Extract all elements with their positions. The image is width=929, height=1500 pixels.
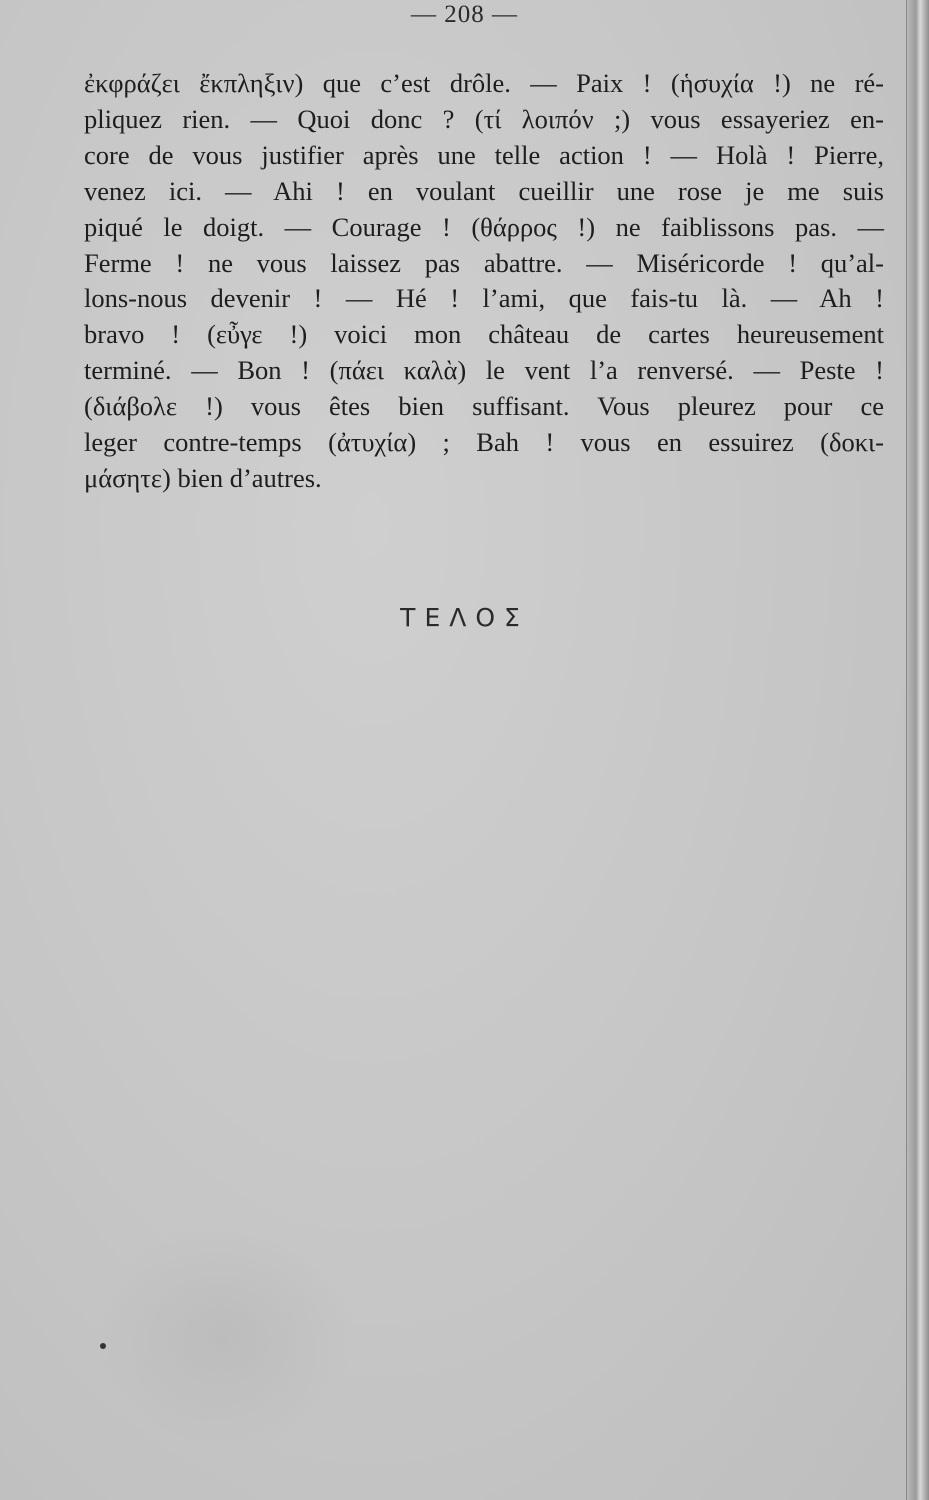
book-spine-edge: [906, 0, 929, 1500]
text-line: (διάβολε !) vous êtes bien suffisant. Vous pleurez pour ce: [84, 391, 884, 422]
body-text: [84, 66, 884, 497]
page-number: — 208 —: [411, 1, 518, 28]
text-line: μάσητε) bien d’autres.: [84, 462, 322, 493]
text-line: core de vous justifier après une telle action ! — Holà ! Pierre,: [84, 139, 884, 170]
text-line: bravo ! (εὖγε !) voici mon château de cartes heureusement: [84, 319, 884, 350]
ink-speck: [100, 1343, 106, 1349]
text-line: pliquez rien. — Quoi donc ? (τί λοιπόν ;) vous essayeriez en-: [84, 103, 884, 134]
paper-stain: [95, 1220, 355, 1450]
text-line: lons-nous devenir ! — Hé ! l’ami, que fais-tu là. — Ah !: [84, 283, 884, 314]
text-line: leger contre-temps (ἀτυχία) ; Bah ! vous en essuirez (δοκι-: [84, 427, 884, 458]
text-line: ἐκφράζει ἔκπληξιν) que c’est drôle. — Paix ! (ἡσυχία !) ne ré-: [84, 68, 884, 98]
text-line: piqué le doigt. — Courage ! (θάρρος !) ne faiblissons pas. —: [84, 211, 884, 242]
end-title: ΤΕΛΟΣ: [400, 603, 529, 632]
text-line: terminé. — Bon ! (πάει καλὰ) le vent l’a renversé. — Peste !: [84, 355, 884, 386]
text-line: Ferme ! ne vous laissez pas abattre. — Miséricorde ! qu’al-: [84, 247, 884, 278]
text-line: venez ici. — Ahi ! en voulant cueillir une rose je me suis: [84, 175, 884, 206]
